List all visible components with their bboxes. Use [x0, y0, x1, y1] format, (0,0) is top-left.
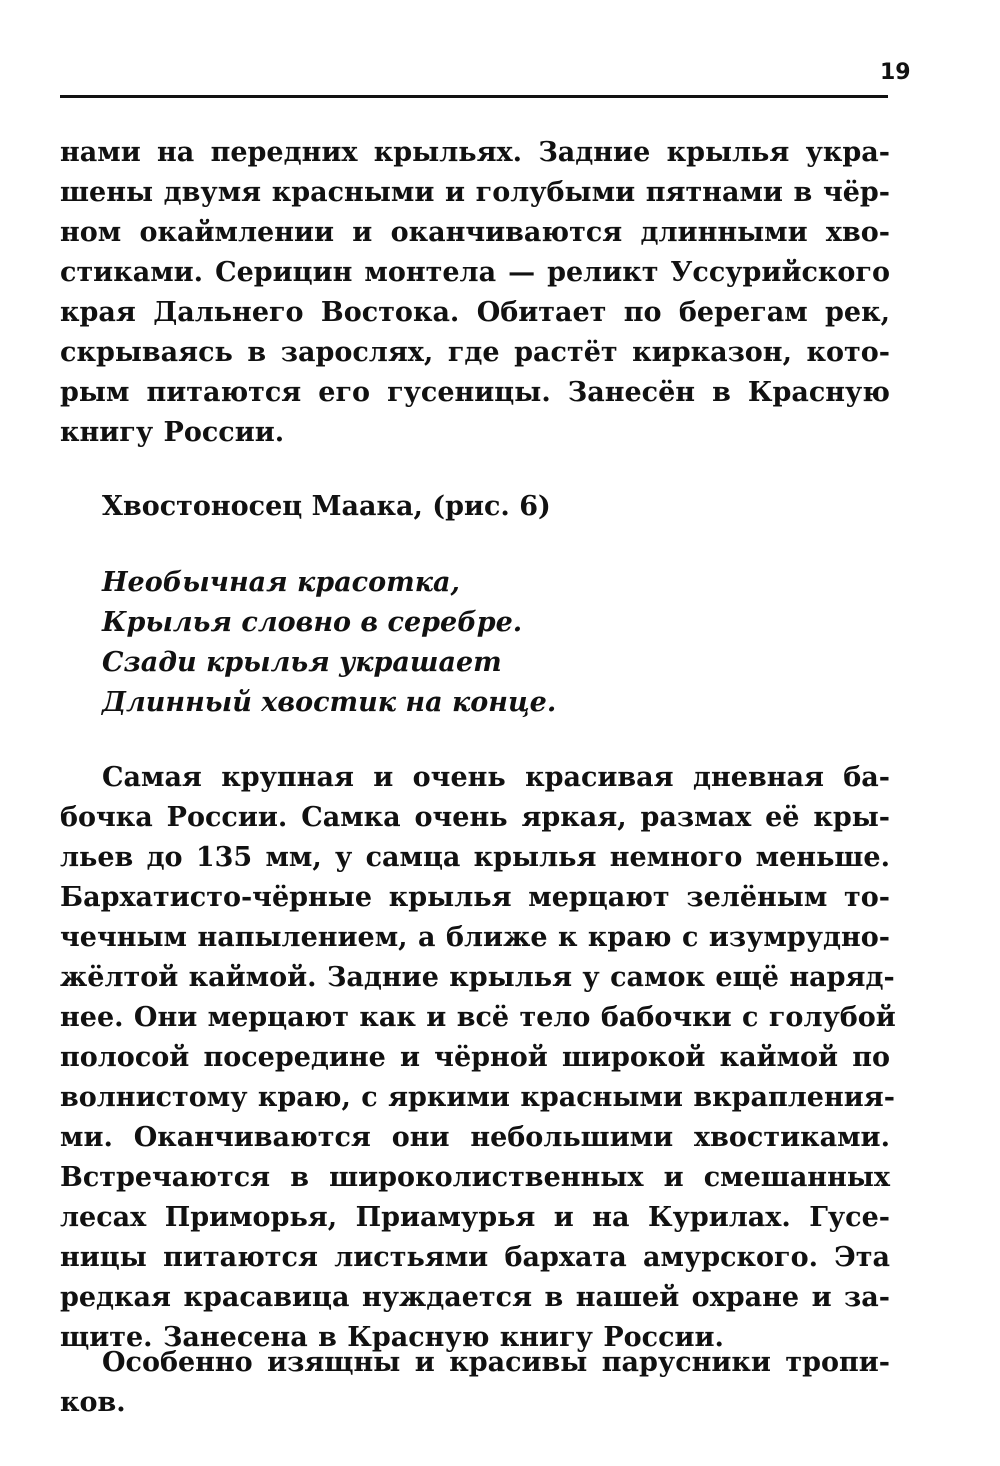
text-line: шены двумя красными и голубыми пятнами в чёр-: [60, 177, 890, 208]
text-line: Встречаются в широколиственных и смешанных: [60, 1162, 890, 1193]
poem: [102, 563, 556, 723]
text-line: волнистому краю, с яркими красными вкрапления-: [60, 1082, 895, 1113]
page-number: 19: [880, 60, 911, 85]
text-line: стиками. Серицин монтела — реликт Уссурийского: [60, 257, 890, 288]
text-line: Самая крупная и очень красивая дневная ба-: [102, 762, 890, 793]
text-line: Особенно изящны и красивы парусники тропи-: [102, 1347, 890, 1378]
poem-line: Необычная красотка,: [102, 567, 460, 598]
text-line: льев до 135 мм, у самца крылья немного меньше.: [60, 842, 890, 873]
text-line: ном окаймлении и оканчиваются длинными хво-: [60, 217, 890, 248]
header-rule: [60, 95, 888, 98]
text-line: скрываясь в зарослях, где растёт кирказон, кото-: [60, 337, 890, 368]
text-line: лесах Приморья, Приамурья и на Курилах. Гусе-: [60, 1202, 890, 1233]
text-line: бочка России. Самка очень яркая, размах её кры-: [60, 802, 890, 833]
text-line: ницы питаются листьями бархата амурского. Эта: [60, 1242, 890, 1273]
paragraph-closing: [60, 1343, 890, 1423]
poem-line: Крылья словно в серебре.: [102, 607, 523, 638]
poem-line: Сзади крылья украшает: [102, 647, 502, 678]
text-line: нее. Они мерцают как и всё тело бабочки с голубой: [60, 1002, 896, 1033]
text-line: чечным напылением, а ближе к краю с изумрудно-: [60, 922, 890, 953]
poem-line: Длинный хвостик на конце.: [102, 687, 557, 718]
text-line: полосой посередине и чёрной широкой каймой по: [60, 1042, 890, 1073]
text-line: рым питаются его гусеницы. Занесён в Красную: [60, 377, 890, 408]
paragraph-continuation: [60, 133, 890, 453]
text-line: Бархатисто-чёрные крылья мерцают зелёным то-: [60, 882, 890, 913]
text-line: книгу России.: [60, 417, 285, 448]
text-line: жёлтой каймой. Задние крылья у самок ещё наряд-: [60, 962, 895, 993]
paragraph-description: [60, 758, 896, 1358]
text-line: ми. Оканчиваются они небольшими хвостиками.: [60, 1122, 890, 1153]
text-line: ков.: [60, 1387, 126, 1418]
section-title: Хвостоносец Маака, (рис. 6): [102, 491, 551, 522]
text-line: края Дальнего Востока. Обитает по берегам рек,: [60, 297, 890, 328]
text-line: нами на передних крыльях. Задние крылья укра-: [60, 137, 890, 168]
text-line: щите. Занесена в Красную книгу России.: [60, 1322, 724, 1353]
text-line: редкая красавица нуждается в нашей охране и за-: [60, 1282, 890, 1313]
